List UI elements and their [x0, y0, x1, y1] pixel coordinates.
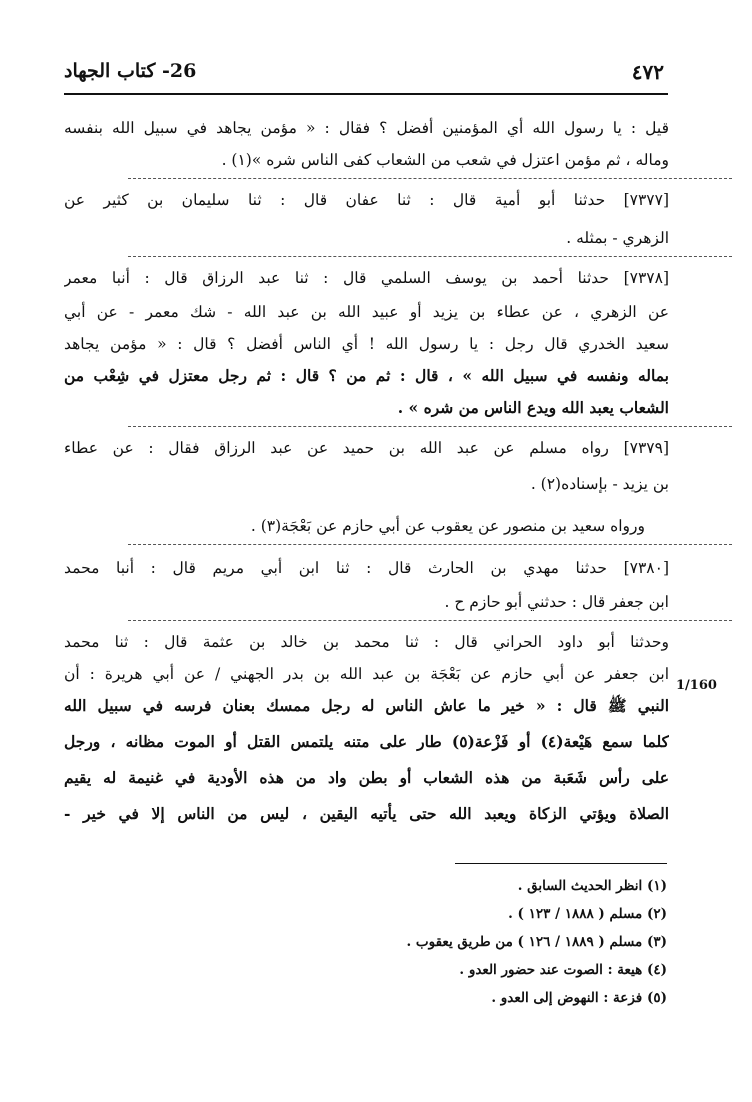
text-line: ابن جعفر قال : حدثني أبو حازم ح . [444, 593, 669, 611]
chapter-title: 26- كتاب الجهاد [64, 60, 197, 82]
text-line: [٧٣٧٧] حدثنا أبو أمية قال : ثنا عفان قال : ثنا سليمان بن كثير عن [64, 191, 669, 209]
entry-separator [128, 256, 732, 257]
footnote: (٤) هيعة : الصوت عند حضور العدو . [459, 962, 667, 978]
footnote: (٢) مسلم ( ١٨٨٨ / ١٢٣ ) . [508, 906, 667, 922]
text-line: [٧٣٨٠] حدثنا مهدي بن الحارث قال : ثنا ابن أبي مريم قال : أنبا محمد [64, 559, 669, 577]
text-line: بن يزيد - بإسناده(٢) . [530, 475, 669, 493]
header-rule [64, 93, 668, 95]
text-line: النبي ﷺ قال : « خير ما عاش الناس له رجل ممسك بعنان فرسه في سبيل الله [64, 696, 669, 715]
text-line: ورواه سعيد بن منصور عن يعقوب عن أبي حازم عن بَعْجَة(٣) . [250, 517, 645, 535]
text-line: وماله ، ثم مؤمن اعتزل في شعب من الشعاب كفى الناس شره »(١) . [221, 151, 669, 169]
text-line: [٧٣٧٩] رواه مسلم عن عبد الله بن حميد عن عبد الرزاق فقال : عن عطاء [64, 439, 669, 457]
text-line: وحدثنا أبو داود الحراني قال : ثنا محمد بن خالد بن عثمة قال : ثنا محمد [64, 633, 669, 651]
text-line: كلما سمع هَيْعة(٤) أو فَزْعة(٥) طار على متنه يلتمس القتل أو الموت مظانه ، ورجل [64, 732, 669, 751]
footnote-rule [455, 863, 667, 864]
margin-reference: 1/160 [676, 678, 717, 693]
entry-separator [128, 178, 732, 179]
entry-separator [128, 620, 732, 621]
text-line: عن الزهري ، عن عطاء بن يزيد أو عبيد الله بن عبد الله - شك معمر - عن أبي [64, 303, 669, 321]
page-header [64, 58, 664, 88]
text-line: بماله ونفسه في سبيل الله » ، قال : ثم من ؟ قال : ثم رجل معتزل في شِعْب من [64, 366, 669, 385]
entry-separator [128, 426, 732, 427]
entry-separator [128, 544, 732, 545]
footnote: (١) انظر الحديث السابق . [517, 878, 667, 894]
text-line: الزهري - بمثله . [566, 229, 669, 247]
text-line: على رأس شَعَبة من هذه الشعاب أو بطن واد من هذه الأودية في غنيمة له يقيم [64, 768, 669, 787]
page-number: ٤٧٢ [631, 60, 664, 84]
text-line: ابن جعفر عن أبي حازم عن بَعْجَة بن عبد الله بن بدر الجهني / عن أبي هريرة : أن [64, 665, 669, 683]
text-line: [٧٣٧٨] حدثنا أحمد بن يوسف السلمي قال : ثنا عبد الرزاق قال : أنبا معمر [64, 269, 669, 287]
text-line: قيل : يا رسول الله أي المؤمنين أفضل ؟ فقال : « مؤمن يجاهد في سبيل الله بنفسه [64, 119, 669, 137]
text-line: الشعاب يعبد الله ويدع الناس من شره » . [397, 398, 669, 417]
text-line: سعيد الخدري قال رجل : يا رسول الله ! أي الناس أفضل ؟ قال : « مؤمن يجاهد [64, 335, 669, 353]
footnote: (٣) مسلم ( ١٨٨٩ / ١٢٦ ) من طريق يعقوب . [406, 934, 667, 950]
footnote: (٥) فزعة : النهوض إلى العدو . [491, 990, 667, 1006]
text-line: الصلاة ويؤتي الزكاة ويعبد الله حتى يأتيه اليقين ، ليس من الناس إلا في خير - [64, 804, 669, 823]
